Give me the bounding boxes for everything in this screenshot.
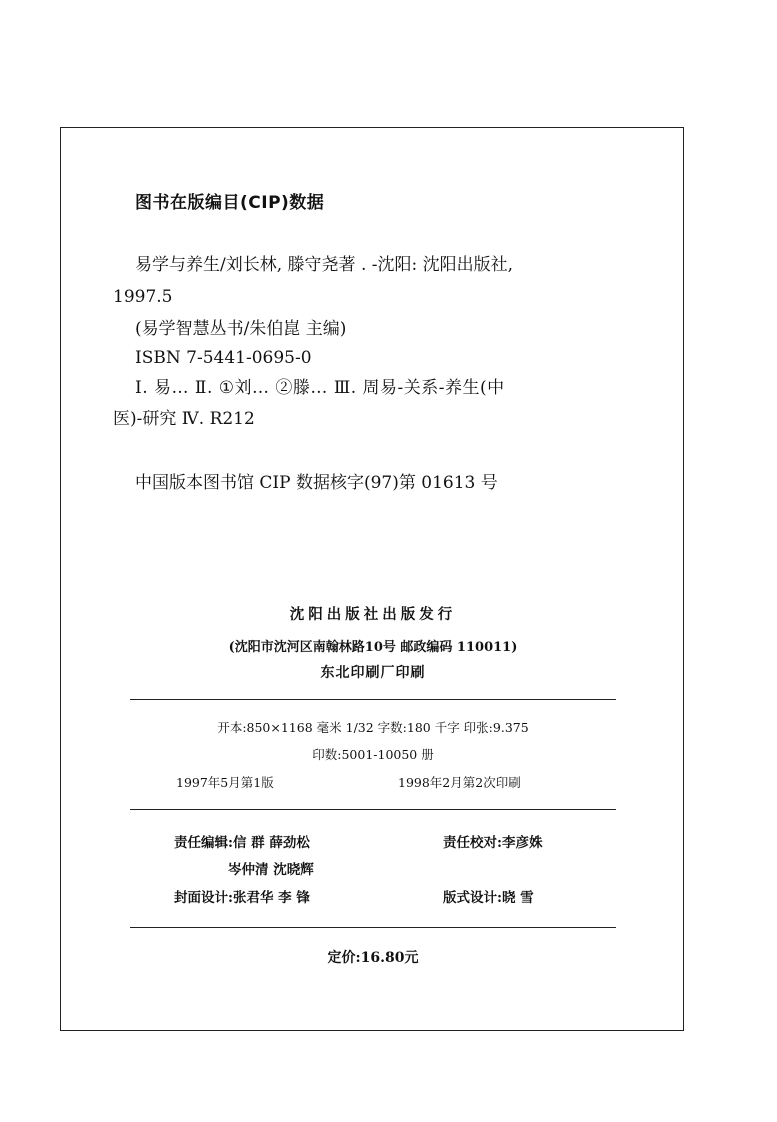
- divider: [130, 699, 616, 700]
- edition-date: 1997年5月第1版: [176, 775, 274, 790]
- cip-title-author-line: 易学与养生/刘长林, 滕守尧著 . -沈阳: 沈阳出版社,: [135, 255, 514, 275]
- cip-series-line: (易学智慧丛书/朱伯崑 主编): [135, 319, 347, 339]
- responsible-proofreader: 责任校对:李彦姝: [443, 835, 543, 851]
- cip-isbn: ISBN 7-5441-0695-0: [135, 348, 312, 368]
- cip-subject-line: Ⅰ. 易… Ⅱ. ①刘… ②滕… Ⅲ. 周易-关系-养生(中: [135, 378, 505, 398]
- cover-designer: 封面设计:张君华 李 锋: [174, 890, 310, 906]
- publisher-name: 沈阳出版社出版发行: [289, 606, 457, 623]
- format-specs: 开本:850×1168 毫米 1/32 字数:180 千字 印张:9.375: [217, 720, 529, 735]
- responsible-editors: 责任编辑:信 群 薛劲松: [174, 835, 310, 851]
- print-run: 印数:5001-10050 册: [312, 747, 434, 762]
- divider: [130, 809, 616, 810]
- divider: [130, 927, 616, 928]
- book-price: 定价:16.80元: [327, 950, 419, 966]
- responsible-editors-cont: 岑仲清 沈晓辉: [228, 862, 314, 878]
- printer-name: 东北印刷厂印刷: [320, 665, 426, 681]
- cip-subject-line-cont: 医)-研究 Ⅳ. R212: [113, 409, 255, 429]
- publisher-address: (沈阳市沈河区南翰林路10号 邮政编码 110011): [228, 640, 518, 655]
- cip-heading: 图书在版编目(CIP)数据: [135, 193, 325, 213]
- layout-designer: 版式设计:晓 雪: [443, 890, 534, 906]
- cip-verification-number: 中国版本图书馆 CIP 数据核字(97)第 01613 号: [135, 473, 498, 493]
- cip-publish-date: 1997.5: [113, 287, 173, 307]
- printing-date: 1998年2月第2次印刷: [398, 775, 521, 790]
